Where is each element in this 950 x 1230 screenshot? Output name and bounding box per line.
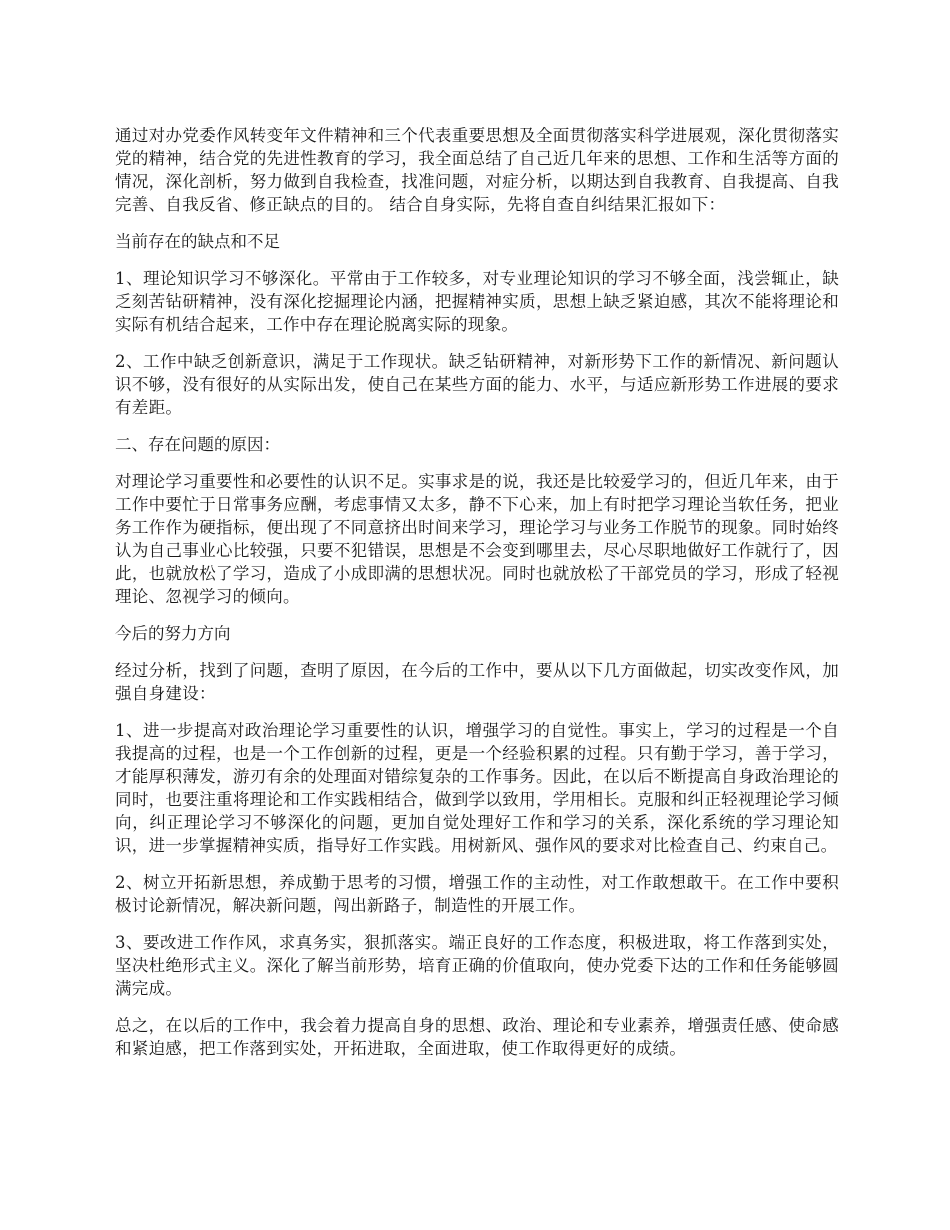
intro-paragraph: 通过对办党委作风转变年文件精神和三个代表重要思想及全面贯彻落实科学进展观，深化贯彻落实党的精神，结合党的先进性教育的学习，我全面总结了自己近几年来的思想、工作和生活等方面的情况，深化剖析，努力做到自我检查，找准问题，对症分析，以期达到自我教育、自我提高、自我完善、自我反省、修正缺点的目的。 结合自身实际，先将自查自纠结果汇报如下： [115,126,839,214]
direction-intro-paragraph: 经过分析，找到了问题，查明了原因，在今后的工作中，要从以下几方面做起，切实改变作风，加强自身建设： [115,661,839,703]
direction-paragraph-2: 2、树立开拓新思想，养成勤于思考的习惯，增强工作的主动性，对工作敢想敢干。在工作中要积极讨论新情况，解决新问题，闯出新路子，制造性的开展工作。 [115,873,839,915]
conclusion-paragraph: 总之，在以后的工作中，我会着力提高自身的思想、政治、理论和专业素养，增强责任感、使命感和紧迫感，把工作落到实处，开拓进取，全面进取，使工作取得更好的成绩。 [115,1016,839,1058]
section-heading-direction: 今后的努力方向 [115,624,231,643]
direction-paragraph-3: 3、要改进工作作风，求真务实，狠抓落实。端正良好的工作态度，积极进取，将工作落到实处，坚决杜绝形式主义。深化了解当前形势，培育正确的价值取向，使办党委下达的工作和任务能够圆满完成。 [115,933,839,998]
section-heading-shortcomings: 当前存在的缺点和不足 [115,232,280,251]
shortcoming-paragraph-2: 2、工作中缺乏创新意识，满足于工作现状。缺乏钻研精神，对新形势下工作的新情况、新问题认识不够，没有很好的从实际出发，使自己在某些方面的能力、水平，与适应新形势工作进展的要求有差距。 [115,352,839,417]
causes-paragraph: 对理论学习重要性和必要性的认识不足。实事求是的说，我还是比较爱学习的，但近几年来，由于工作中要忙于日常事务应酬，考虑事情又太多，静不下心来，加上有时把学习理论当软任务，把业务工作作为硬指标，便出现了不同意挤出时间来学习，理论学习与业务工作脱节的现象。同时始终认为自己事业心比较强，只要不犯错误，思想是不会变到哪里去，尽心尽职地做好工作就行了，因此，也就放松了学习，造成了小成即满的思想状况。同时也就放松了干部党员的学习，形成了轻视理论、忽视学习的倾向。 [115,472,839,606]
direction-paragraph-1: 1、进一步提高对政治理论学习重要性的认识，增强学习的自觉性。事实上，学习的过程是一个自我提高的过程，也是一个工作创新的过程，更是一个经验积累的过程。只有勤于学习，善于学习，才能厚积薄发，游刃有余的处理面对错综复杂的工作事务。因此，在以后不断提高自身政治理论的同时，也要注重将理论和工作实践相结合，做到学以致用，学用相长。克服和纠正轻视理论学习倾向，纠正理论学习不够深化的问题，更加自觉处理好工作和学习的关系，深化系统的学习理论知识，进一步掌握精神实质，指导好工作实践。用树新风、强作风的要求对比检查自己、约束自己。 [115,721,839,855]
shortcoming-paragraph-1: 1、理论知识学习不够深化。平常由于工作较多，对专业理论知识的学习不够全面，浅尝辄止，缺乏刻苦钻研精神，没有深化挖掘理论内涵，把握精神实质，思想上缺乏紧迫感，其次不能将理论和实际有机结合起来，工作中存在理论脱离实际的现象。 [115,269,839,334]
section-heading-causes: 二、存在问题的原因： [115,435,280,454]
document-body [115,124,839,1074]
